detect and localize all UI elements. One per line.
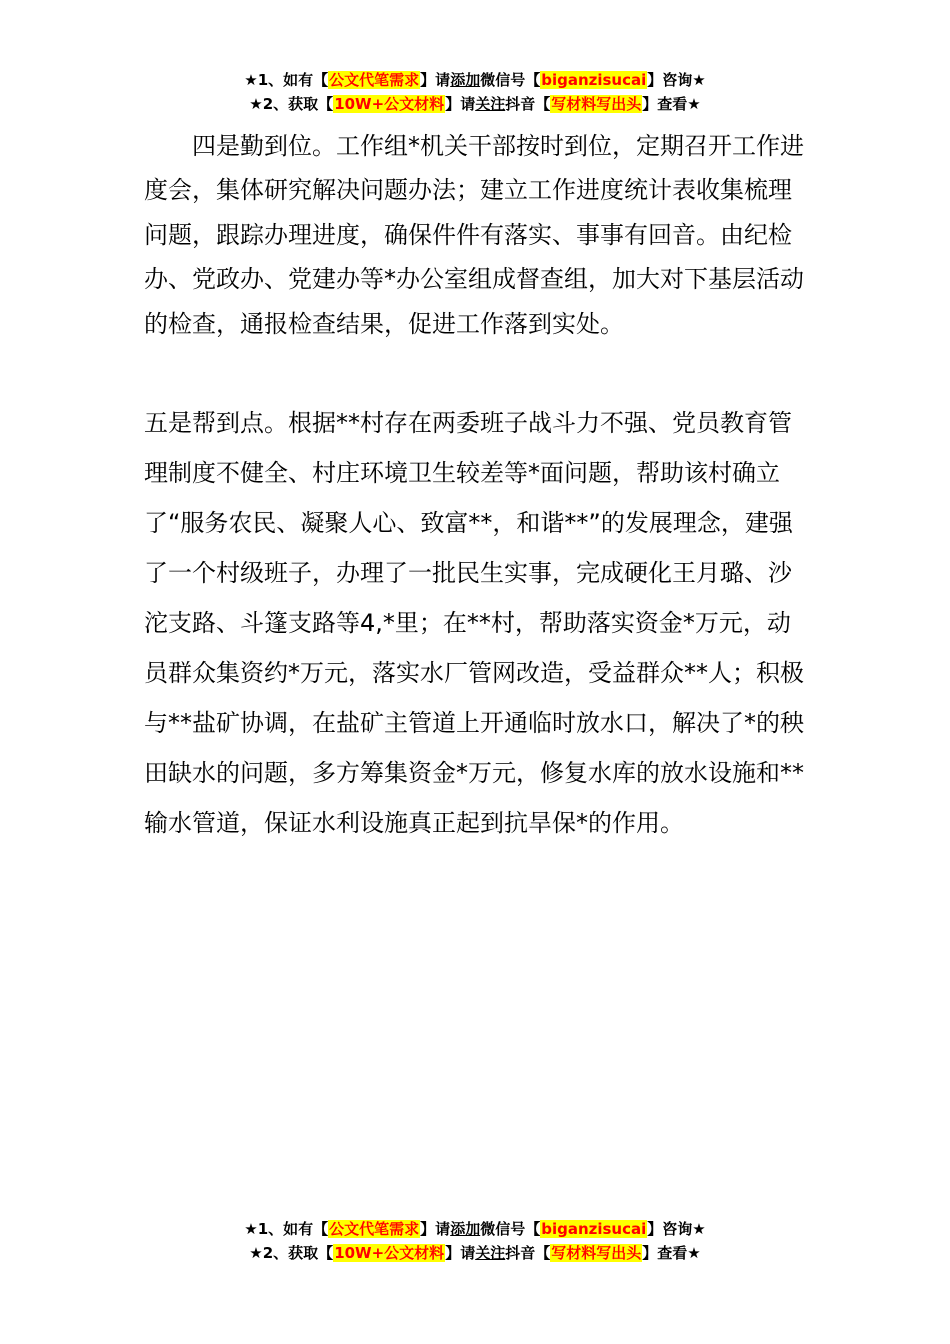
promo-text: 】咨询★ — [647, 1220, 706, 1238]
highlight-douyin-account: 写材料写出头 — [551, 1244, 642, 1262]
promo-text: 微信号【 — [480, 71, 541, 89]
footer-promo — [0, 1217, 950, 1265]
promo-text: 】查看★ — [642, 1244, 701, 1262]
promo-emphasis: 添加 — [450, 71, 481, 89]
header-promo — [0, 68, 950, 116]
promo-emphasis: 添加 — [450, 1220, 481, 1238]
promo-text: 】请 — [420, 1220, 451, 1238]
promo-text: 】请 — [445, 1244, 476, 1262]
highlight-wechat-id: biganzisucai — [541, 71, 647, 89]
promo-text: 抖音【 — [505, 1244, 551, 1262]
promo-line-1 — [0, 1217, 950, 1241]
highlight-wechat-id: biganzisucai — [541, 1220, 647, 1238]
paragraph-5 — [144, 398, 812, 848]
paragraph-text: 四是勤到位。工作组*机关干部按时到位，定期召开工作进度会，集体研究解决问题办法；建立工作进度统计表收集梳理问题，跟踪办理进度，确保件件有落实、事事有回音。由纪检办、党政办、党建办等*办公室组成督查组，加大对下基层活动的检查，通报检查结果，促进工作落到实处。 — [144, 132, 804, 338]
promo-text: 微信号【 — [480, 1220, 541, 1238]
highlight-service: 公文代笔需求 — [329, 1220, 420, 1238]
promo-line-1 — [0, 68, 950, 92]
promo-emphasis: 关注 — [475, 1244, 506, 1262]
promo-text: 】咨询★ — [647, 71, 706, 89]
promo-text: 】请 — [420, 71, 451, 89]
promo-line-2 — [0, 1241, 950, 1265]
highlight-materials: 10W+公文材料 — [334, 95, 445, 113]
promo-text: 抖音【 — [505, 95, 551, 113]
promo-text: 】请 — [445, 95, 476, 113]
promo-text: ★1、如有【 — [244, 1220, 329, 1238]
promo-text: ★1、如有【 — [244, 71, 329, 89]
promo-line-2 — [0, 92, 950, 116]
highlight-douyin-account: 写材料写出头 — [551, 95, 642, 113]
paragraph-4 — [144, 124, 812, 346]
highlight-service: 公文代笔需求 — [329, 71, 420, 89]
promo-emphasis: 关注 — [475, 95, 506, 113]
highlight-materials: 10W+公文材料 — [334, 1244, 445, 1262]
promo-text: 】查看★ — [642, 95, 701, 113]
promo-text: ★2、获取【 — [249, 1244, 334, 1262]
paragraph-text: 五是帮到点。根据**村存在两委班子战斗力不强、党员教育管理制度不健全、村庄环境卫生较差等*面问题，帮助该村确立了“服务农民、凝聚人心、致富**，和谐**”的发展理念，建强了一个村级班子，办理了一批民生实事，完成硬化王月璐、沙沱支路、斗篷支路等4,*里；在**村，帮助落实资金*万元，动员群众集资约*万元，落实水厂管网改造，受益群众**人；积极与**盐矿协调，在盐矿主管道上开通临时放水口，解决了*的秧田缺水的问题，多方筹集资金*万元，修复水库的放水设施和**输水管道，保证水利设施真正起到抗旱保*的作用。 — [144, 409, 804, 837]
promo-text: ★2、获取【 — [249, 95, 334, 113]
